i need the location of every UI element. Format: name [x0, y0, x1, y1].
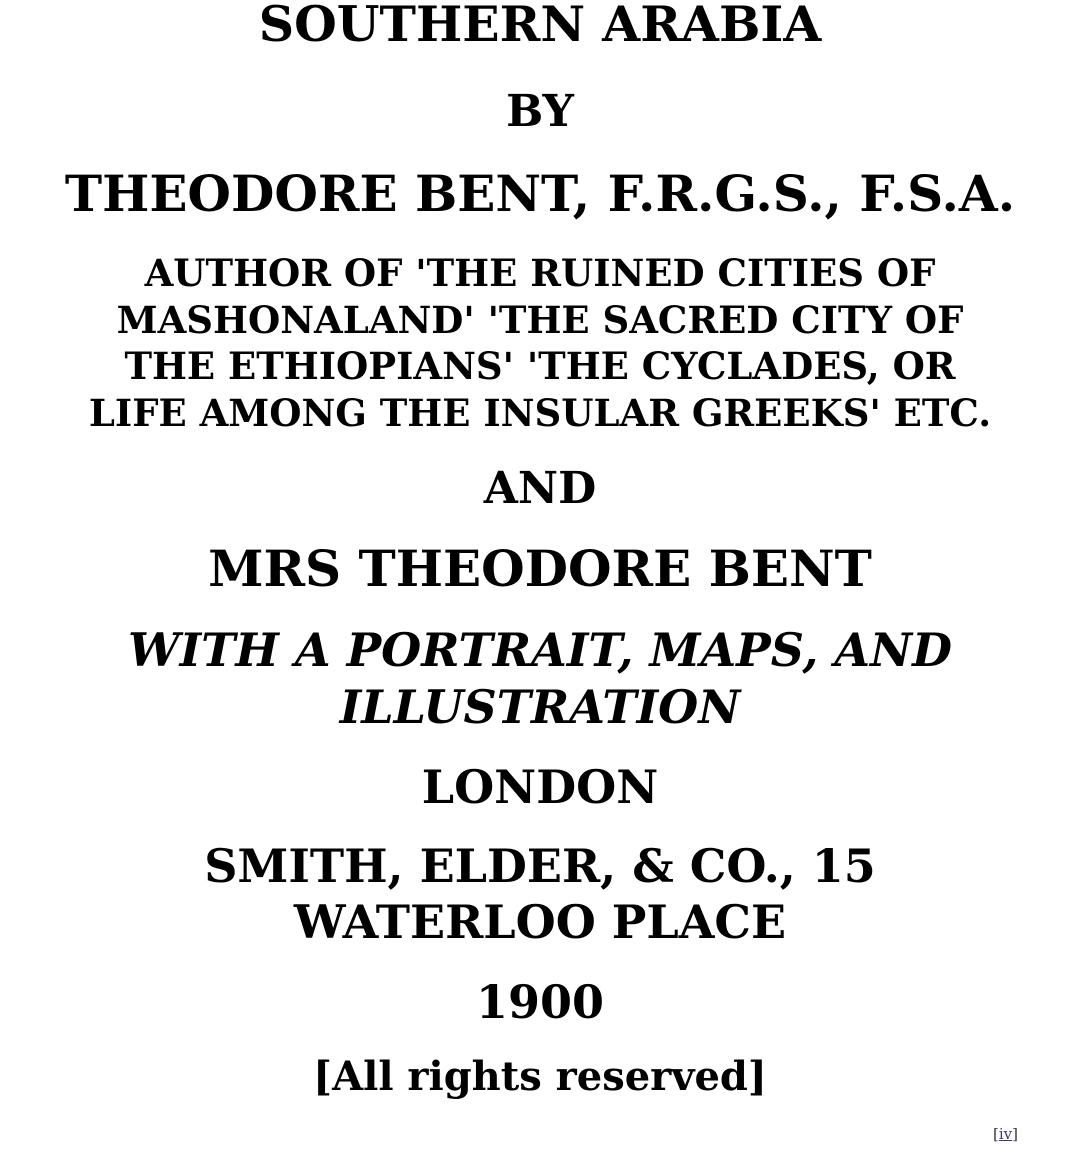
- credits-line: LIFE AMONG THE INSULAR GREEKS' ETC.: [88, 390, 992, 435]
- publication-city: LONDON: [421, 760, 659, 814]
- publisher-line: WATERLOO PLACE: [293, 895, 787, 949]
- page-number: [993, 1124, 1018, 1144]
- publisher-line: SMITH, ELDER, & CO., 15: [204, 839, 876, 893]
- author-name: THEODORE BENT, F.R.G.S., F.S.A.: [64, 164, 1016, 223]
- author-credits: [0, 250, 1080, 436]
- and-line: AND: [483, 463, 597, 514]
- coauthor-name: MRS THEODORE BENT: [208, 539, 872, 598]
- rights-notice: [All rights reserved]: [313, 1053, 767, 1100]
- illustrations-line: ILLUSTRATION: [339, 680, 741, 734]
- credits-line: MASHONALAND' 'THE SACRED CITY OF: [116, 297, 964, 342]
- credits-line: THE ETHIOPIANS' 'THE CYCLADES, OR: [124, 344, 956, 388]
- page-number-link[interactable]: iv: [998, 1125, 1013, 1143]
- illustrations-line: WITH A PORTRAIT, MAPS, AND: [128, 623, 952, 677]
- publication-year: 1900: [475, 975, 605, 1029]
- book-title: SOUTHERN ARABIA: [258, 0, 822, 53]
- credits-line: AUTHOR OF 'THE RUINED CITIES OF: [144, 251, 936, 295]
- page-bracket-close: ]: [1012, 1125, 1018, 1143]
- illustrations-note: [0, 622, 1080, 736]
- page-bracket-open: [: [993, 1125, 999, 1143]
- publisher: [0, 838, 1080, 950]
- by-line: BY: [506, 86, 574, 137]
